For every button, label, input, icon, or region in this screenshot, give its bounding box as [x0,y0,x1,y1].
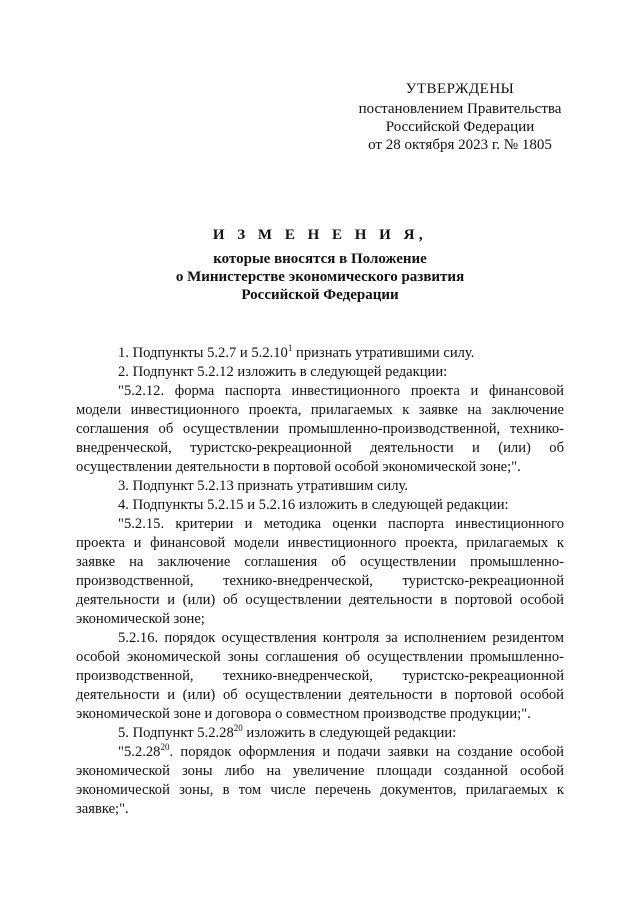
item-5-quote-text-a: "5.2.28 [118,744,161,760]
approval-stamp [340,80,580,154]
item-2: 2. Подпункт 5.2.12 изложить в следующей редакции: [118,364,448,380]
item-4: 4. Подпункты 5.2.15 и 5.2.16 изложить в следующей редакции: [118,497,509,513]
item-5-text-b: изложить в следующей редакции: [242,725,457,741]
item-5-footnote: 20 [233,723,243,734]
item-1-footnote: 1 [287,343,293,354]
item-1-text-a: 1. Подпункты 5.2.7 и 5.2.10 [118,345,288,361]
item-4-quote-1: "5.2.15. критерии и методика оценки паспорта инвестиционного проекта и финансовой модели инвестиционного проекта, прилагаемых к заявке на заключение соглашения об осуществлении промышленно-производственной, технико-внедренческой, туристско-рекреационной деятельности и (или) об осуществлении деятельности в портовой особой экономической зоне; [76,516,564,627]
title-sub-3: Российской Федерации [241,287,399,303]
item-5-quote-text-b: . порядок оформления и подачи заявки на создание особой экономической зоны либо на увеличение площади созданной особой экономической зоны, в том числе перечень документов, прилагаемых к заявке;". [76,744,564,817]
item-3: 3. Подпункт 5.2.13 признать утратившим силу. [118,478,408,494]
approval-head: УТВЕРЖДЕНЫ [405,81,515,97]
item-5-text-a: 5. Подпункт 5.2.28 [118,725,234,741]
title-sub-1: которые вносятся в Положение [213,251,427,267]
item-2-quote: "5.2.12. форма паспорта инвестиционного проекта и финансовой модели инвестиционного проекта, прилагаемых к заявке на заключение соглашения об осуществлении промышленно-производственной, технико-внедренческой, туристско-рекреационной деятельности и (или) об осуществлении деятельности в портовой особой экономической зоне;". [76,383,564,475]
document-title [60,226,580,304]
item-5-quote-footnote: 20 [160,742,170,753]
title-main: И З М Е Н Е Н И Я, [212,227,428,243]
approval-line-2: Российской Федерации [385,119,535,135]
item-1-text-b: признать утратившими силу. [292,345,475,361]
title-sub-2: о Министерстве экономического развития [175,269,465,285]
document-body [76,344,564,819]
approval-line-3: от 28 октября 2023 г. № 1805 [368,137,552,153]
item-1 [76,344,564,363]
item-5 [76,724,564,743]
approval-line-1: постановлением Правительства [358,101,562,117]
item-5-quote [76,743,564,819]
item-4-quote-2: 5.2.16. порядок осуществления контроля за исполнением резидентом особой экономической зоны соглашения об осуществлении промышленно-производственной, технико-внедренческой, туристско-рекреационной деятельности и (или) об осуществлении деятельности в портовой особой экономической зоне и договора о совместном производстве продукции;". [76,630,564,722]
